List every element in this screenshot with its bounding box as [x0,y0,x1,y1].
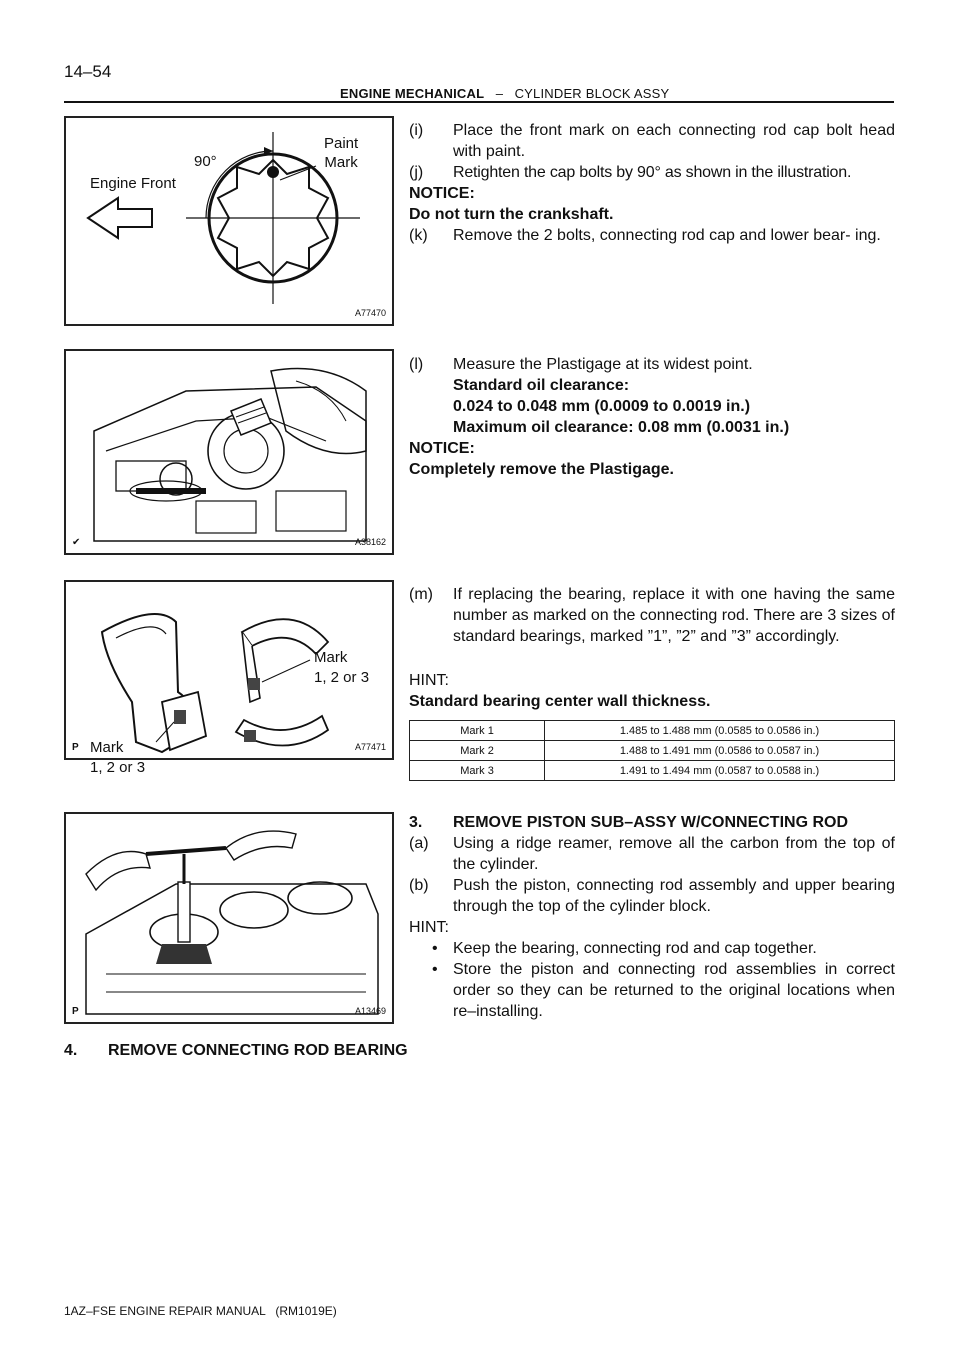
section-4-title-text: REMOVE CONNECTING ROD BEARING [108,1042,408,1059]
table-cell-thickness: 1.485 to 1.488 mm (0.0585 to 0.0586 in.) [545,721,895,741]
notice-2-text: Completely remove the Plastigage. [409,461,674,478]
step-b [409,875,895,917]
figure-bearing-marks [64,580,394,776]
paint-label-line2: Mark [324,154,358,171]
max-oil-clearance: Maximum oil clearance: 0.08 mm (0.0031 in.) [453,419,790,436]
step-j-label: (j) [409,164,424,181]
step-a-text: Using a ridge reamer, remove all the carbon from the top of the cylinder. [453,835,895,873]
figure-plastigage [64,349,394,555]
ridge-reamer-illustration [66,814,392,1022]
bearing-mark-right-line2: 1, 2 or 3 [314,669,370,686]
notice-1-text: Do not turn the crankshaft. [409,206,614,223]
header-subsection: CYLINDER BLOCK ASSY [514,86,670,101]
paint-mark-label [324,134,358,172]
step-i [409,120,895,162]
step-j-text: Retighten the cap bolts by 90° as shown in the illustration. [453,164,852,181]
step-a [409,833,895,875]
figure-code: A77470 [354,308,386,318]
figure-ridge-reamer [64,812,394,1024]
notice-2-heading: NOTICE: [409,440,475,457]
section-4-number: 4. [64,1042,78,1059]
step-i-label: (i) [409,122,424,139]
table-cell-mark: Mark 3 [410,761,545,781]
step-l-text: Measure the Plastigage at its widest point. [453,356,753,373]
bearing-mark-left-line1: Mark [90,739,124,756]
table-cell-thickness: 1.488 to 1.491 mm (0.0586 to 0.0587 in.) [545,741,895,761]
step-k-label: (k) [409,227,428,244]
step-i-text: Place the front mark on each connecting rod cap bolt head with paint. [453,122,895,160]
hint-1-heading: HINT: [409,672,449,689]
check-icon: ✔ [72,537,81,548]
header-rule [64,101,894,103]
step-l [409,354,895,375]
step-a-label: (a) [409,835,429,852]
table-cell-thickness: 1.491 to 1.494 mm (0.0587 to 0.0588 in.) [545,761,895,781]
table-row [410,761,895,781]
figure-code: A77471 [354,742,386,752]
bearing-mark-right-label [314,648,369,688]
page-footer: 1AZ–FSE ENGINE REPAIR MANUAL (RM1019E) [64,1304,337,1318]
plastigage-illustration [66,351,392,553]
bearing-thickness-table [409,720,895,781]
page-header [340,86,669,101]
std-oil-clearance-label: Standard oil clearance: [453,377,630,394]
step-m-text: If replacing the bearing, replace it with one having the same number as marked on the connecting rod. There are 3 sizes of standard bearings, marked ”1”, ”2” and ”3” accordingly. [453,586,895,645]
paint-label-line1: Paint [324,135,359,152]
bullet-1-text: Keep the bearing, connecting rod and cap together. [453,940,817,957]
step-b-label: (b) [409,877,429,894]
section-3-title-text: REMOVE PISTON SUB–ASSY W/CONNECTING ROD [453,814,849,831]
section-3-title [409,812,895,833]
bullet-2-icon: • [432,961,438,978]
table-cell-mark: Mark 1 [410,721,545,741]
bullet-1-icon: • [432,940,438,957]
bearing-mark-right-line1: Mark [314,649,348,666]
step-m-label: (m) [409,586,433,603]
std-oil-clearance-value: 0.024 to 0.048 mm (0.0009 to 0.0019 in.) [453,398,751,415]
table-row [410,721,895,741]
bearing-mark-left-label [90,738,145,778]
step-k [409,225,895,267]
figure-code: A38162 [354,537,386,547]
figure-paint-mark [64,116,394,326]
hint-2-heading: HINT: [409,919,449,936]
section-4-title [64,1040,664,1061]
step-b-text: Push the piston, connecting rod assembly and upper bearing through the top of the cylinder block. [453,877,895,915]
table-cell-mark: Mark 2 [410,741,545,761]
step-k-text: Remove the 2 bolts, connecting rod cap and lower bear- ing. [453,227,881,244]
notice-1-heading: NOTICE: [409,185,475,202]
hint-1-text: Standard bearing center wall thickness. [409,693,711,710]
header-section: ENGINE MECHANICAL [340,86,485,101]
p-mark-icon: P [72,742,79,753]
header-separator: – [495,86,504,101]
bearing-mark-left-line2: 1, 2 or 3 [90,759,146,776]
angle-label: 90° [194,153,217,170]
figure-code: A13469 [354,1006,386,1016]
page-number: 14–54 [64,62,112,81]
engine-front-label: Engine Front [90,175,176,192]
step-m [409,584,895,668]
table-row [410,741,895,761]
bullet-2-text: Store the piston and connecting rod assemblies in correct order so they can be returned to the original locations when re–installing. [453,961,895,1020]
step-l-label: (l) [409,356,424,373]
section-3-number: 3. [409,814,423,831]
p-mark-icon: P [72,1006,79,1017]
step-j [409,162,895,183]
